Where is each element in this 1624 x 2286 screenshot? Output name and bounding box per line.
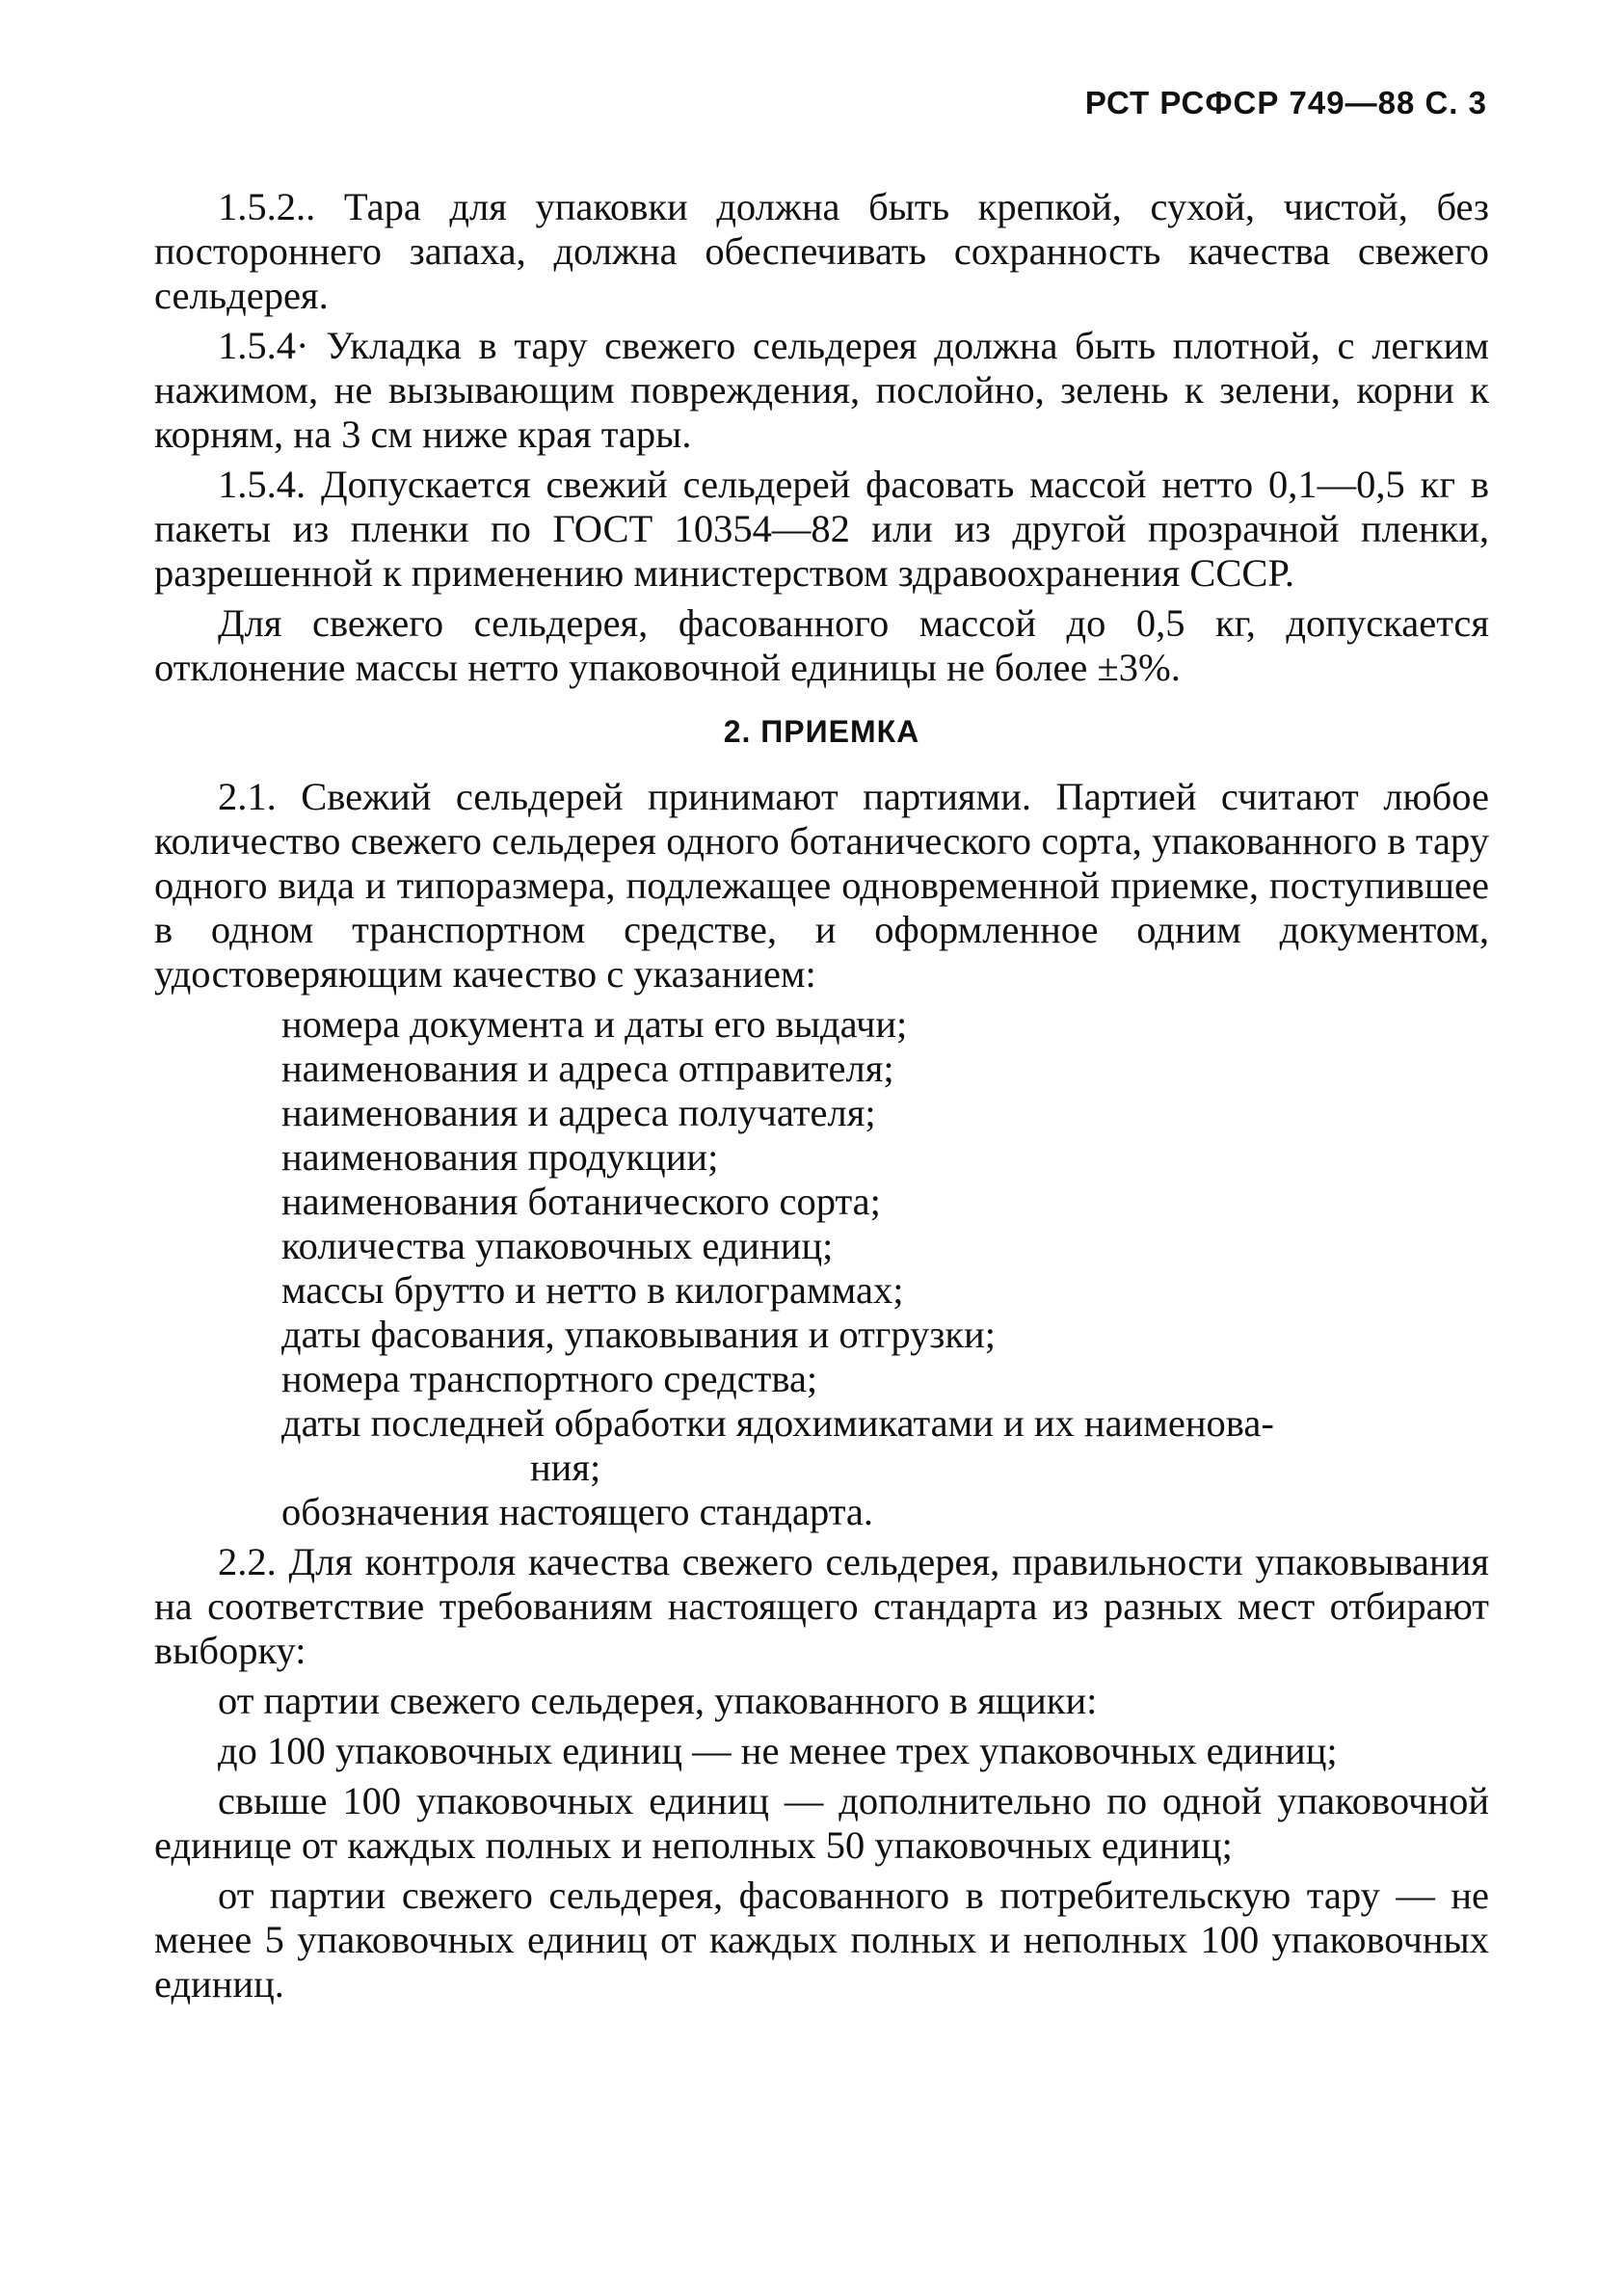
list-item: даты фасования, упаковывания и отгрузки; [281, 1313, 996, 1356]
document-body [154, 185, 1489, 2012]
list-item: наименования ботанического сорта; [281, 1180, 881, 1223]
list-item: обозначения настоящего стандарта. [281, 1490, 874, 1533]
list-item-continuation [281, 1446, 1489, 1490]
list-item: номера транспортного средства; [281, 1357, 818, 1400]
list-item: номера документа и даты его выдачи; [281, 1002, 908, 1046]
paragraph-up-to-100: до 100 упаковочных единиц — не менее трех упаковочных единиц; [218, 1729, 1338, 1772]
document-requisites-list [154, 1002, 1489, 1534]
paragraph-over-100: свыше 100 упаковочных единиц — дополнительно по одной упаковочной единице от каждых полных и неполных 50 упаковочных единиц; [154, 1779, 1489, 1867]
paragraph-boxes-sampling: от партии свежего сельдерея, упакованного в ящики: [218, 1679, 1098, 1722]
section-title: 2. ПРИЕМКА [723, 714, 920, 749]
paragraph-2-2: 2.2. Для контроля качества свежего сельдерея, правильности упаковывания на соответствие требованиям настоящего стандарта из разных мест отбирают выборку: [154, 1540, 1489, 1672]
list-item: наименования и адреса отправителя; [281, 1047, 894, 1090]
paragraph-1-5-2: 1.5.2.. Тара для упаковки должна быть крепкой, сухой, чистой, без постороннего запаха, должна обеспечивать сохранность качества свежего сельдерея. [154, 185, 1489, 317]
paragraph-consumer-packaging: от партии свежего сельдерея, фасованного в потребительскую тару — не менее 5 упаковочных единиц от каждых полных и неполных 100 упаковочных единиц. [154, 1874, 1489, 2006]
list-item: количества упаковочных единиц; [281, 1224, 834, 1267]
list-item: наименования продукции; [281, 1135, 719, 1179]
list-item: массы брутто и нетто в килограммах; [281, 1268, 904, 1312]
paragraph-1-5-4-packaging: 1.5.4. Допускается свежий сельдерей фасовать массой нетто 0,1—0,5 кг в пакеты из пленки по ГОСТ 10354—82 или из другой прозрачной пленки, разрешенной к применению министерством здравоохранения СССР. [154, 463, 1489, 595]
list-item: наименования и адреса получателя; [281, 1091, 876, 1134]
list-item: даты последней обработки ядохимикатами и их наименова- [281, 1401, 1274, 1445]
paragraph-1-5-4-packing: 1.5.4· Укладка в тару свежего сельдерея должна быть плотной, с легким нажимом, не вызывающим повреждения, послойно, зелень к зелени, корни к корням, на 3 см ниже края тары. [154, 324, 1489, 456]
running-header: РСТ РСФСР 749—88 С. 3 [1084, 85, 1487, 120]
paragraph-weight-tolerance: Для свежего сельдерея, фасованного массой до 0,5 кг, допускается отклонение массы нетто упаковочной единицы не более ±3%. [154, 601, 1489, 689]
list-item-continuation-text: ния; [530, 1446, 601, 1489]
paragraph-2-1: 2.1. Свежий сельдерей принимают партиями. Партией считают любое количество свежего сельдерея одного ботанического сорта, упакованного в тару одного вида и типоразмера, подлежащее одновременной приемке, поступившее в одном транспортном средстве, и оформленное одним документом, удостоверяющим качество с указанием: [154, 775, 1489, 996]
